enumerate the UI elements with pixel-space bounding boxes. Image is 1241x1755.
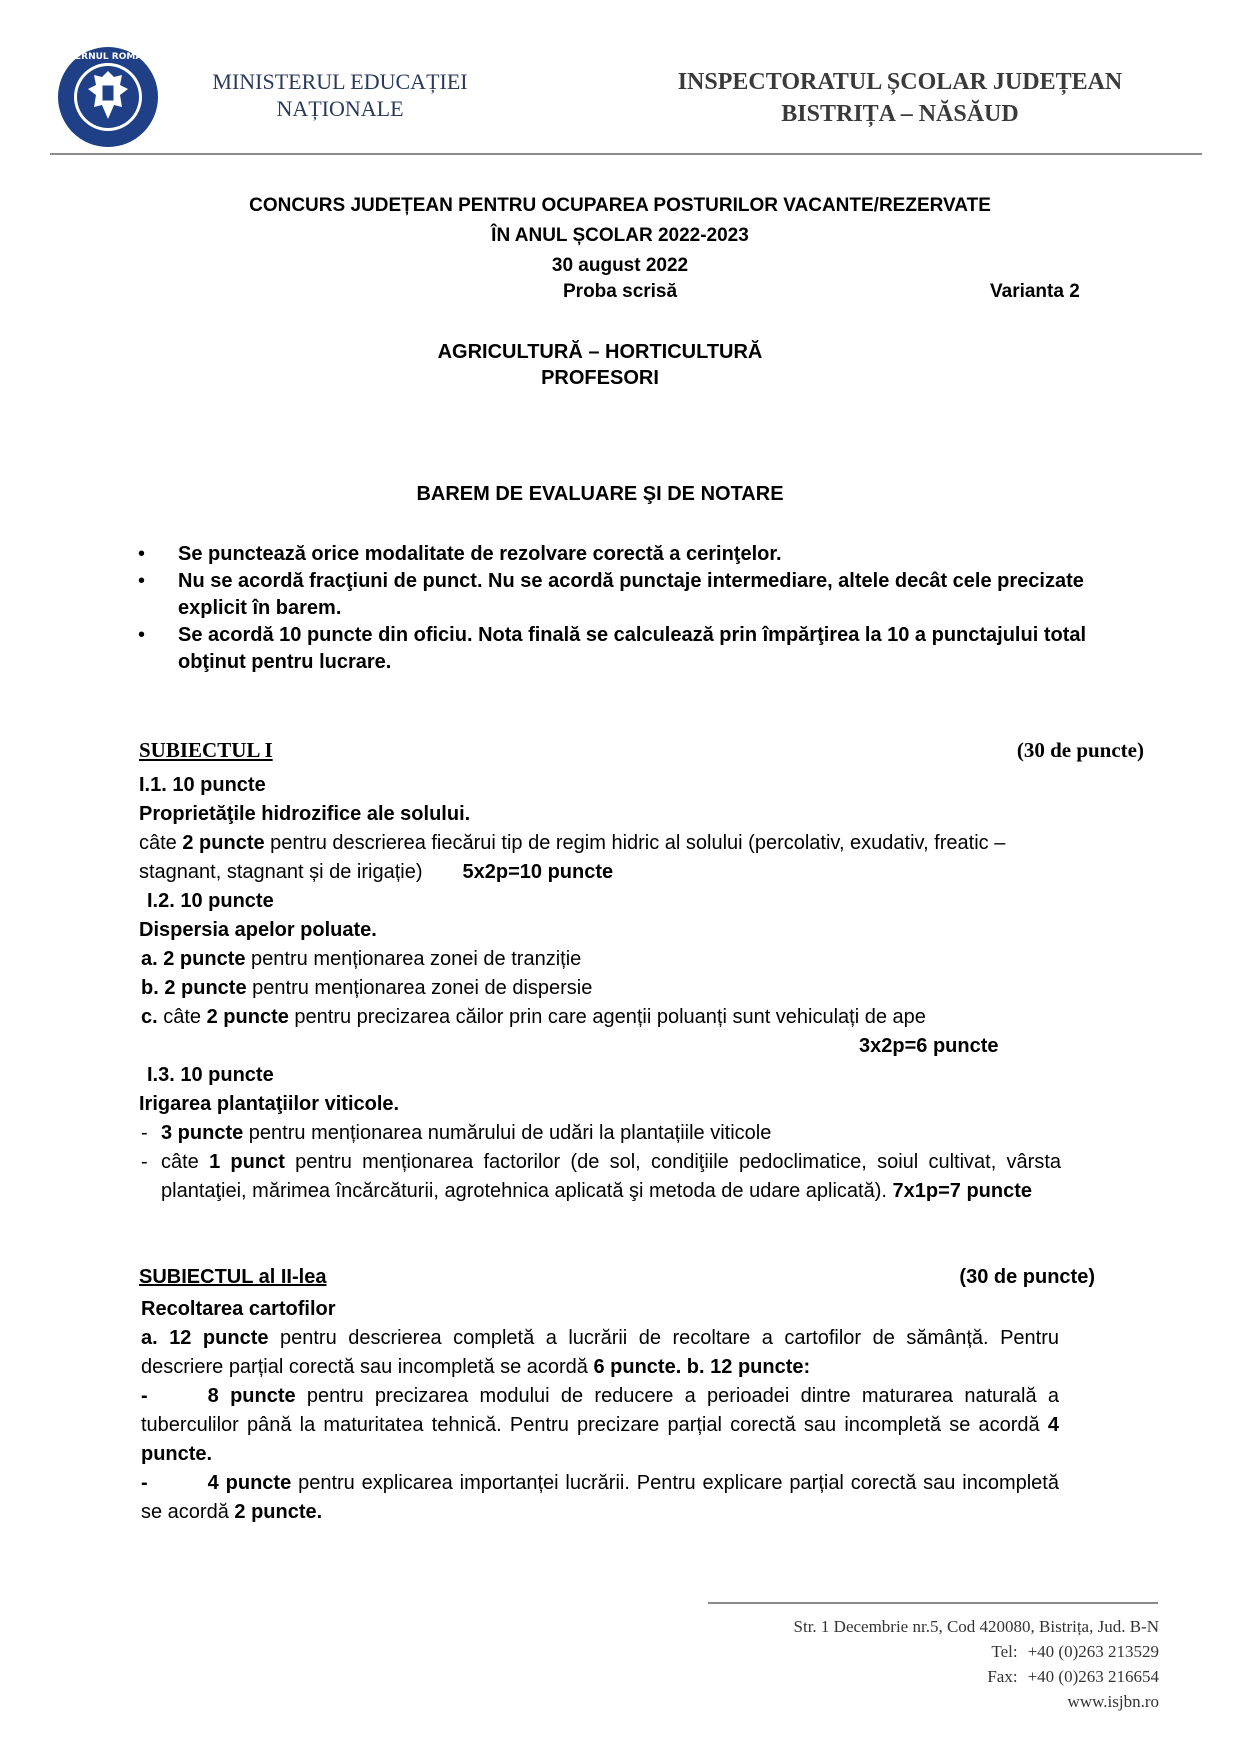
i1-topic: Proprietăţile hidrozifice ale solului.	[139, 803, 471, 825]
inspectorate-name	[640, 66, 1160, 130]
i1-heading: I.1. 10 puncte	[139, 774, 266, 796]
i2-item-b: b. 2 puncte pentru menționarea zonei de dispersie	[141, 977, 593, 999]
i3-heading: I.3. 10 puncte	[147, 1064, 274, 1086]
rule-item: • Se acordă 10 puncte din oficiu. Nota finală se calculează prin împărţirea la 10 a punctajului total obţinut pentru lucrare.	[138, 624, 1087, 673]
footer-address: Str. 1 Decembrie nr.5, Cod 420080, Bistrița, Jud. B-N	[793, 1617, 1159, 1636]
bullet-icon: •	[138, 570, 146, 592]
subiect1-title: SUBIECTUL I	[139, 738, 273, 762]
footer-fax: Fax: +40 (0)263 216654	[987, 1667, 1159, 1686]
header-divider	[50, 153, 1202, 155]
i2-item-c: c. câte 2 puncte pentru precizarea căilor prin care agenții poluanți sunt vehiculați de ape	[141, 1006, 926, 1028]
i3-topic: Irigarea plantaţiilor viticole.	[139, 1093, 400, 1115]
i1-description: câte 2 puncte pentru descrierea fiecărui tip de regim hidric al solului (percolativ, exudativ, freatic – stagnant, stagnant și de irigație) 5x2p=10 puncte	[139, 832, 1006, 883]
i2-total: 3x2p=6 puncte	[859, 1035, 999, 1057]
i2-heading: I.2. 10 puncte	[147, 890, 274, 912]
discipline-title	[300, 339, 900, 391]
exam-heading	[120, 191, 1120, 281]
proba-label: Proba scrisă	[563, 281, 678, 302]
government-logo	[56, 45, 160, 149]
bullet-icon: •	[138, 624, 146, 646]
rule-item: • Nu se acordă fracţiuni de punct. Nu se acordă punctaje intermediare, altele decât cele precizate explicit în barem.	[138, 570, 1084, 619]
discipline-line2: PROFESORI	[541, 367, 659, 389]
footer-contact	[700, 1614, 1159, 1714]
footer-website-link[interactable]: www.isjbn.ro	[1067, 1692, 1159, 1711]
exam-date: 30 august 2022	[551, 255, 689, 276]
varianta-label: Varianta 2	[990, 281, 1080, 302]
subiect2-topic: Recoltarea cartofilor	[141, 1298, 336, 1320]
subiect2-heading	[139, 1266, 1095, 1289]
coat-of-arms-icon	[56, 45, 160, 149]
subiect1-points: (30 de puncte)	[1016, 738, 1144, 762]
i3-item-2: - câte 1 punct pentru menționarea factorilor (de sol, condiţiile pedoclimatice, soiul cultivat, vârsta plantaţiei, mărimea încărcăturii, agrotehnica aplicată şi metoda de udare aplicată). 7x1p=7 puncte	[141, 1151, 1062, 1202]
subiect1-body	[139, 771, 1062, 1206]
i3-item-1: - 3 puncte pentru menționarea numărului de udări la plantațiile viticole	[141, 1122, 772, 1144]
i2-item-a: a. 2 puncte pentru menționarea zonei de tranziție	[141, 948, 582, 970]
i3-total: 7x1p=7 puncte	[892, 1180, 1033, 1202]
subiect2-points: (30 de puncte)	[959, 1266, 1095, 1288]
subiect2-title: SUBIECTUL al II-lea	[139, 1266, 327, 1288]
ministry-line2: NAȚIONALE	[276, 96, 404, 121]
exam-line2: ÎN ANUL ȘCOLAR 2022-2023	[491, 225, 749, 246]
footer-divider	[708, 1602, 1158, 1604]
subiect2-item-b1: - 8 puncte pentru precizarea modului de reducere a perioadei dintre maturarea naturală a tuberculilor până la maturitatea tehnică. Pentru precizare parțial corectă sau incompletă se acordă 4 puncte.	[141, 1385, 1059, 1465]
logo-ring-text: GUVERNUL ROMÂNIEI	[56, 52, 160, 62]
bullet-icon: •	[138, 543, 146, 565]
ministry-line1: MINISTERUL EDUCAȚIEI	[212, 69, 468, 94]
i2-topic: Dispersia apelor poluate.	[139, 919, 377, 941]
discipline-line1: AGRICULTURĂ – HORTICULTURĂ	[437, 341, 763, 363]
subiect2-body	[141, 1295, 1059, 1527]
general-rules	[138, 541, 1138, 676]
inspectorate-line1: INSPECTORATUL ȘCOLAR JUDEȚEAN	[677, 69, 1123, 95]
subiect2-item-a: a. 12 puncte pentru descrierea completă a lucrării de recoltare a cartofilor de sămânță. Pentru descriere parțial corectă sau incompletă se acordă 6 puncte. b. 12 puncte:	[141, 1327, 1060, 1378]
exam-line1: CONCURS JUDEȚEAN PENTRU OCUPAREA POSTURILOR VACANTE/REZERVATE	[249, 195, 991, 216]
i1-total: 5x2p=10 puncte	[462, 861, 614, 883]
inspectorate-line2: BISTRIȚA – NĂSĂUD	[781, 101, 1019, 127]
barem-title: BAREM DE EVALUARE ŞI DE NOTARE	[416, 483, 784, 505]
subiect2-item-b2: - 4 puncte pentru explicarea importanței lucrării. Pentru explicare parțial corectă sau incompletă se acordă 2 puncte.	[141, 1472, 1059, 1523]
ministry-name	[190, 68, 490, 122]
subiect1-heading	[139, 738, 1144, 763]
rule-item: • Se punctează orice modalitate de rezolvare corectă a cerinţelor.	[138, 541, 1138, 568]
footer-tel: Tel: +40 (0)263 213529	[991, 1642, 1159, 1661]
